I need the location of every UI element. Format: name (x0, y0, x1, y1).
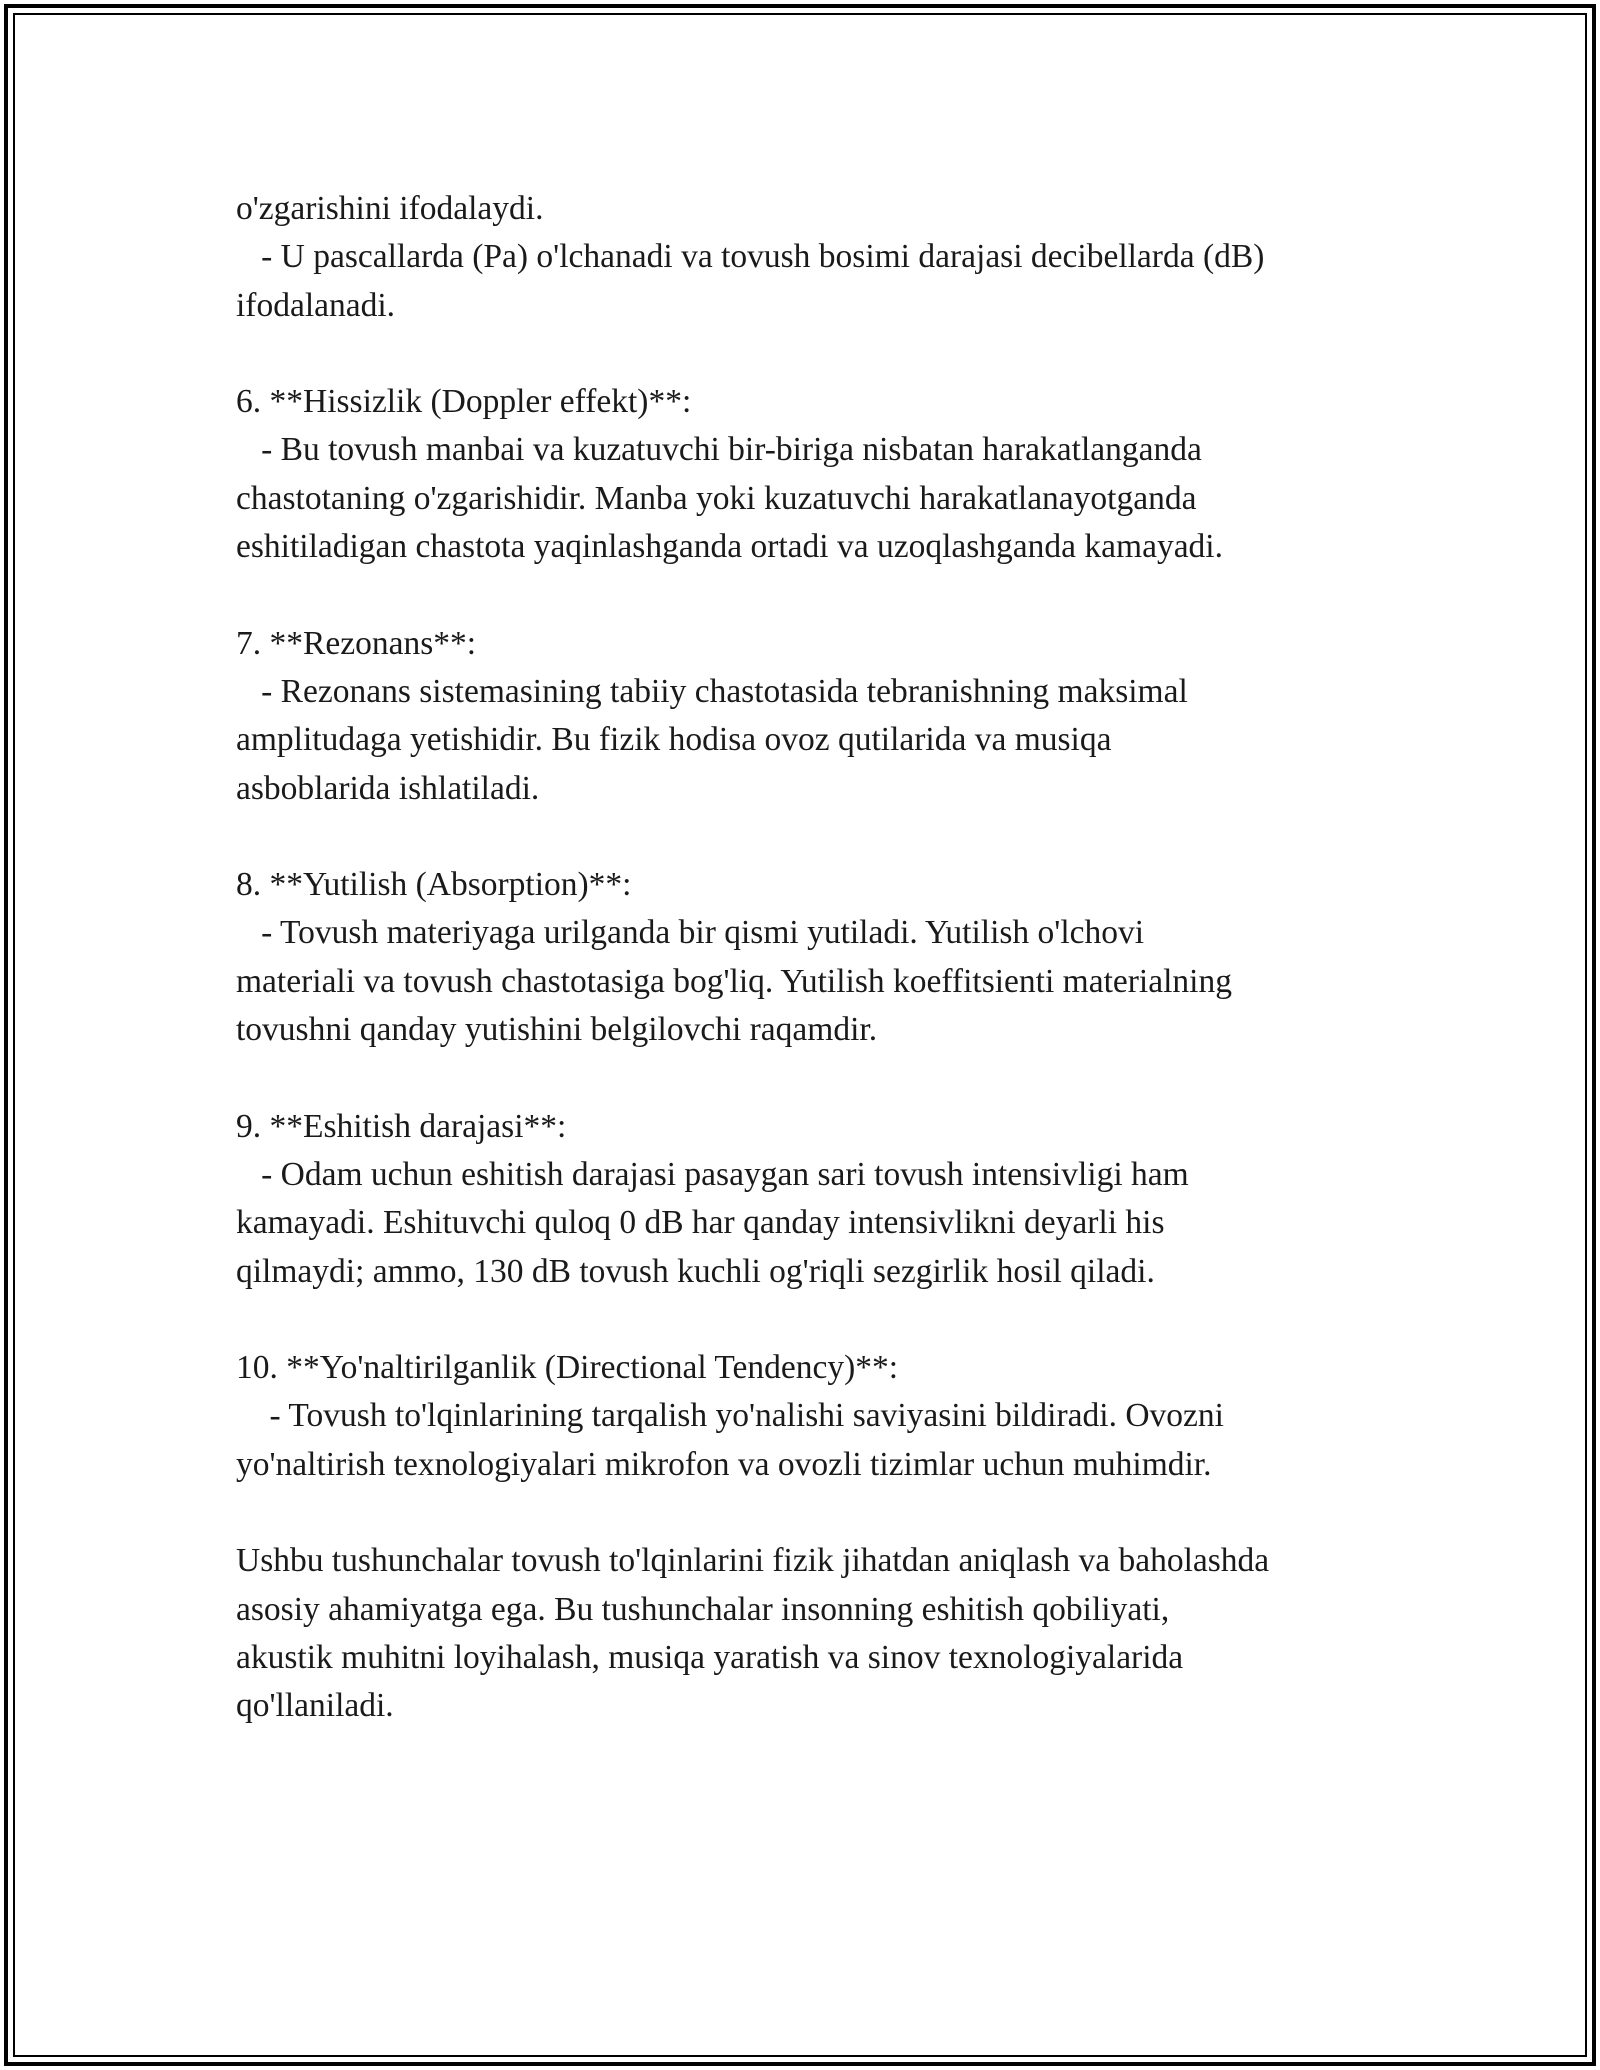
section-8-line-3: tovushni qanday yutishini belgilovchi raqamdir. (236, 1011, 878, 1049)
section-10-line-1: - Tovush to'lqinlarining tarqalish yo'nalishi saviyasini bildiradi. Ovozni (236, 1397, 1224, 1435)
section-8-line-2: materiali va tovush chastotasiga bog'liq. Yutilish koeffitsienti materialning (236, 962, 1232, 1000)
conclusion-line-3: akustik muhitni loyihalash, musiqa yaratish va sinov texnologiyalarida (236, 1638, 1184, 1676)
conclusion-line-1: Ushbu tushunchalar tovush to'lqinlarini fizik jihatdan aniqlash va baholashda (236, 1542, 1270, 1580)
intro-line-1: o'zgarishini ifodalaydi. (236, 190, 544, 227)
paragraph-gap (236, 1054, 1396, 1102)
paragraph-gap (236, 571, 1396, 619)
section-7-heading: 7. **Rezonans**: (236, 624, 477, 662)
conclusion-line-4: qo'llaniladi. (236, 1687, 394, 1725)
intro-line-2: - U pascallarda (Pa) o'lchanadi va tovush bosimi darajasi decibellarda (dB) (236, 238, 1265, 276)
section-7-line-2: amplitudaga yetishidir. Bu fizik hodisa ovoz qutilarida va musiqa (236, 721, 1112, 759)
section-9-heading: 9. **Eshitish darajasi**: (236, 1107, 567, 1145)
section-9-line-2: kamayadi. Eshituvchi quloq 0 dB har qanday intensivlikni deyarli his (236, 1204, 1165, 1242)
section-10-heading: 10. **Yo'naltirilganlik (Directional Tendency)**: (236, 1349, 899, 1387)
section-6-line-2: chastotaning o'zgarishidir. Manba yoki kuzatuvchi harakatlanayotganda (236, 479, 1197, 517)
section-6-line-3: eshitiladigan chastota yaqinlashganda ortadi va uzoqlashganda kamayadi. (236, 528, 1223, 566)
section-9-line-3: qilmaydi; ammo, 130 dB tovush kuchli og'riqli sezgirlik hosil qiladi. (236, 1252, 1155, 1290)
paragraph-gap (236, 1296, 1396, 1344)
section-7-line-1: - Rezonans sistemasining tabiiy chastotasida tebranishning maksimal (236, 672, 1188, 710)
conclusion-line-2: asosiy ahamiyatga ega. Bu tushunchalar insonning eshitish qobiliyati, (236, 1590, 1170, 1628)
paragraph-gap (236, 330, 1396, 378)
document-body (236, 185, 1396, 1731)
intro-line-3: ifodalanadi. (236, 286, 396, 324)
section-8-line-1: - Tovush materiyaga urilganda bir qismi yutiladi. Yutilish o'lchovi (236, 914, 1145, 952)
section-6-line-1: - Bu tovush manbai va kuzatuvchi bir-biriga nisbatan harakatlanganda (236, 431, 1202, 469)
section-7-line-3: asboblarida ishlatiladi. (236, 769, 540, 807)
section-9-line-1: - Odam uchun eshitish darajasi pasaygan sari tovush intensivligi ham (236, 1155, 1189, 1193)
section-8-heading: 8. **Yutilish (Absorption)**: (236, 866, 632, 904)
paragraph-gap (236, 1489, 1396, 1537)
section-10-line-2: yo'naltirish texnologiyalari mikrofon va ovozli tizimlar uchun muhimdir. (236, 1445, 1212, 1483)
section-6-heading: 6. **Hissizlik (Doppler effekt)**: (236, 383, 692, 421)
paragraph-gap (236, 813, 1396, 861)
